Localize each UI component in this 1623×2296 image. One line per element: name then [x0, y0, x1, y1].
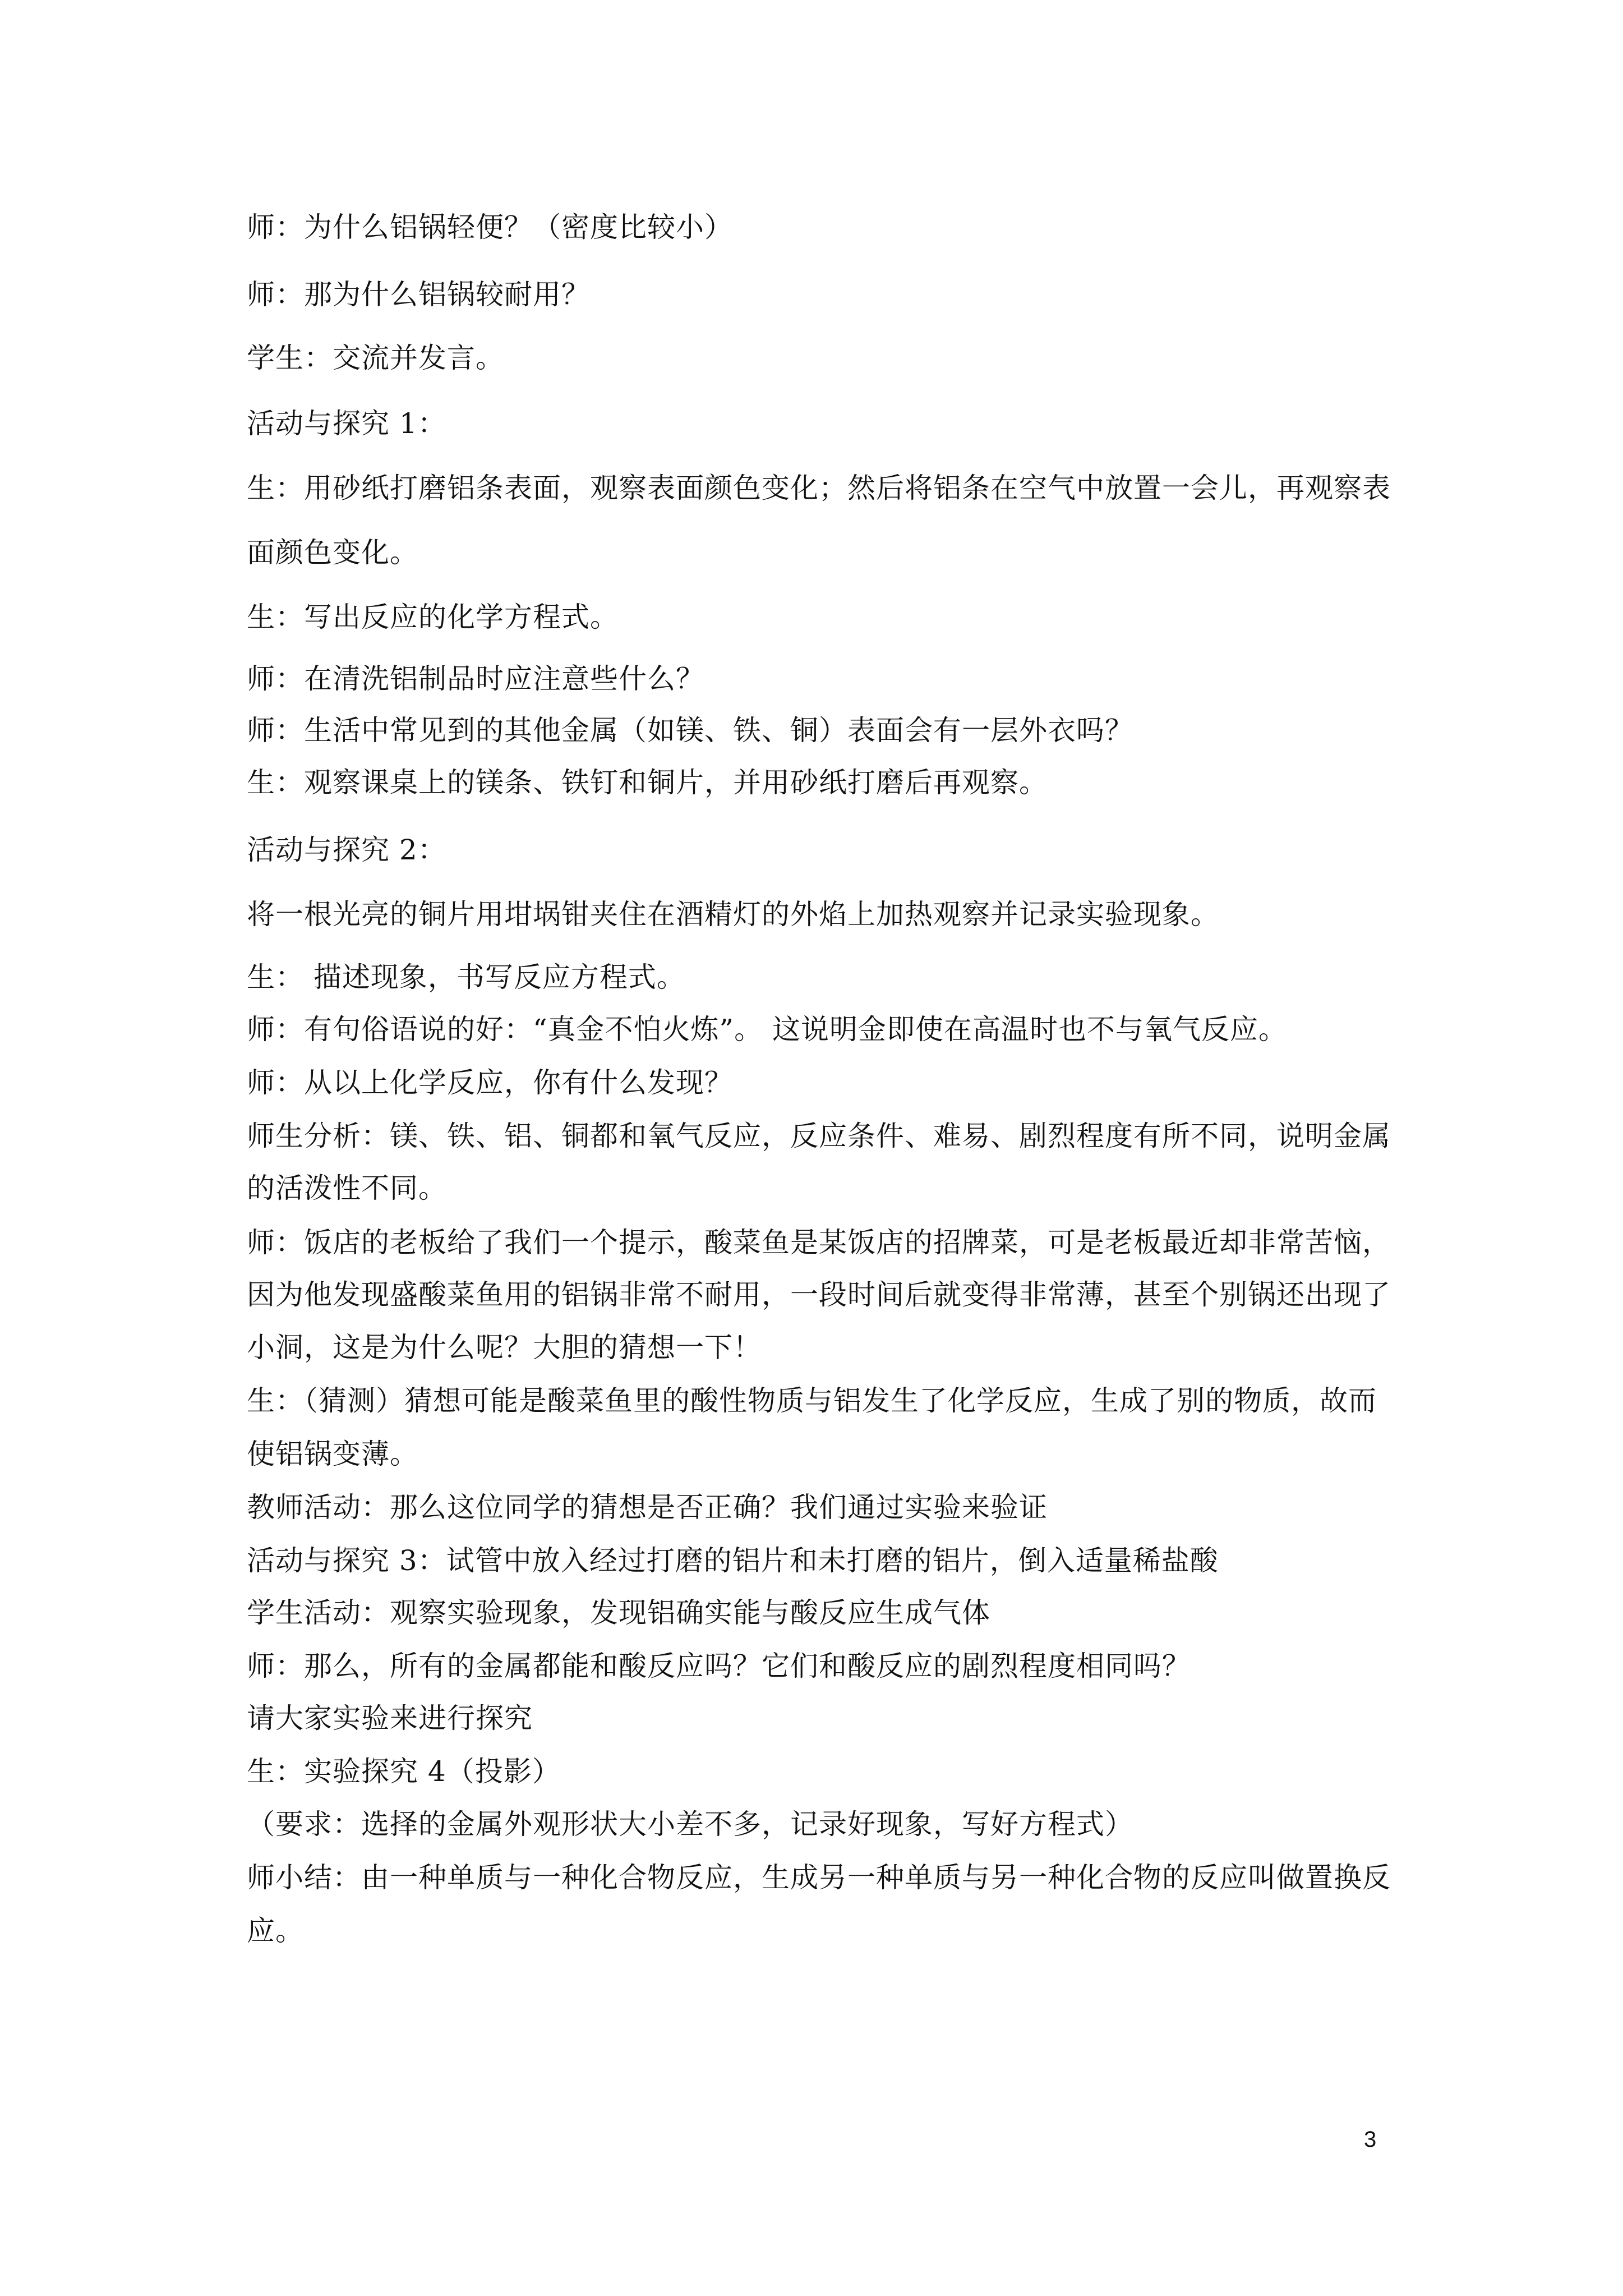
text-line: 活动与探究 2：	[247, 834, 446, 866]
text-line: 应。	[247, 1915, 304, 1947]
text-line: 师生分析：镁、铁、铝、铜都和氧气反应，反应条件、难易、剧烈程度有所不同，说明金属	[247, 1120, 1391, 1152]
text-line: 师小结：由一种单质与一种化合物反应，生成另一种单质与另一种化合物的反应叫做置换反	[247, 1861, 1391, 1894]
text-line: 师：那么，所有的金属都能和酸反应吗？它们和酸反应的剧烈程度相同吗？	[247, 1650, 1191, 1682]
text-line: 生：用砂纸打磨铝条表面，观察表面颜色变化；然后将铝条在空气中放置一会儿，再观察表	[247, 472, 1391, 504]
text-line: 请大家实验来进行探究	[247, 1702, 533, 1734]
text-line: 师：那为什么铝锅较耐用？	[247, 278, 590, 311]
text-line: 使铝锅变薄。	[247, 1438, 418, 1470]
text-line: 师：有句俗语说的好：“真金不怕火炼”。 这说明金即使在高温时也不与氧气反应。	[247, 1013, 1288, 1046]
text-line: 活动与探究 3：试管中放入经过打磨的铝片和未打磨的铝片，倒入适量稀盐酸	[247, 1544, 1219, 1577]
text-line: 生：写出反应的化学方程式。	[247, 601, 619, 633]
page-number: 3	[1364, 2127, 1377, 2152]
text-line: 活动与探究 1：	[247, 407, 446, 440]
text-line: 师：在清洗铝制品时应注意些什么？	[247, 662, 704, 695]
text-line: 面颜色变化。	[247, 536, 418, 569]
text-line: 学生：交流并发言。	[247, 342, 504, 374]
text-line: （要求：选择的金属外观形状大小差不多，记录好现象，写好方程式）	[247, 1808, 1133, 1841]
text-line: 将一根光亮的铜片用坩埚钳夹住在酒精灯的外焰上加热观察并记录实验现象。	[247, 898, 1219, 931]
text-line: 师：从以上化学反应，你有什么发现？	[247, 1066, 733, 1099]
text-line: 学生活动：观察实验现象，发现铝确实能与酸反应生成气体	[247, 1596, 990, 1629]
text-line: 因为他发现盛酸菜鱼用的铝锅非常不耐用，一段时间后就变得非常薄，甚至个别锅还出现了	[247, 1278, 1391, 1311]
text-line: 小洞，这是为什么呢？大胆的猜想一下！	[247, 1331, 762, 1364]
text-line: 生：（猜测）猜想可能是酸菜鱼里的酸性物质与铝发生了化学反应，生成了别的物质，故而	[247, 1384, 1377, 1417]
text-line: 生： 描述现象，书写反应方程式。	[247, 961, 685, 993]
text-line: 教师活动：那么这位同学的猜想是否正确？我们通过实验来验证	[247, 1491, 1048, 1524]
text-line: 师：为什么铝锅轻便？（密度比较小）	[247, 211, 733, 243]
text-line: 师：饭店的老板给了我们一个提示，酸菜鱼是某饭店的招牌菜，可是老板最近却非常苦恼，	[247, 1226, 1391, 1259]
text-line: 的活泼性不同。	[247, 1172, 447, 1204]
text-line: 师：生活中常见到的其他金属（如镁、铁、铜）表面会有一层外衣吗？	[247, 714, 1133, 747]
text-line: 生：观察课桌上的镁条、铁钉和铜片，并用砂纸打磨后再观察。	[247, 766, 1048, 799]
text-line: 生：实验探究 4（投影）	[247, 1755, 561, 1788]
